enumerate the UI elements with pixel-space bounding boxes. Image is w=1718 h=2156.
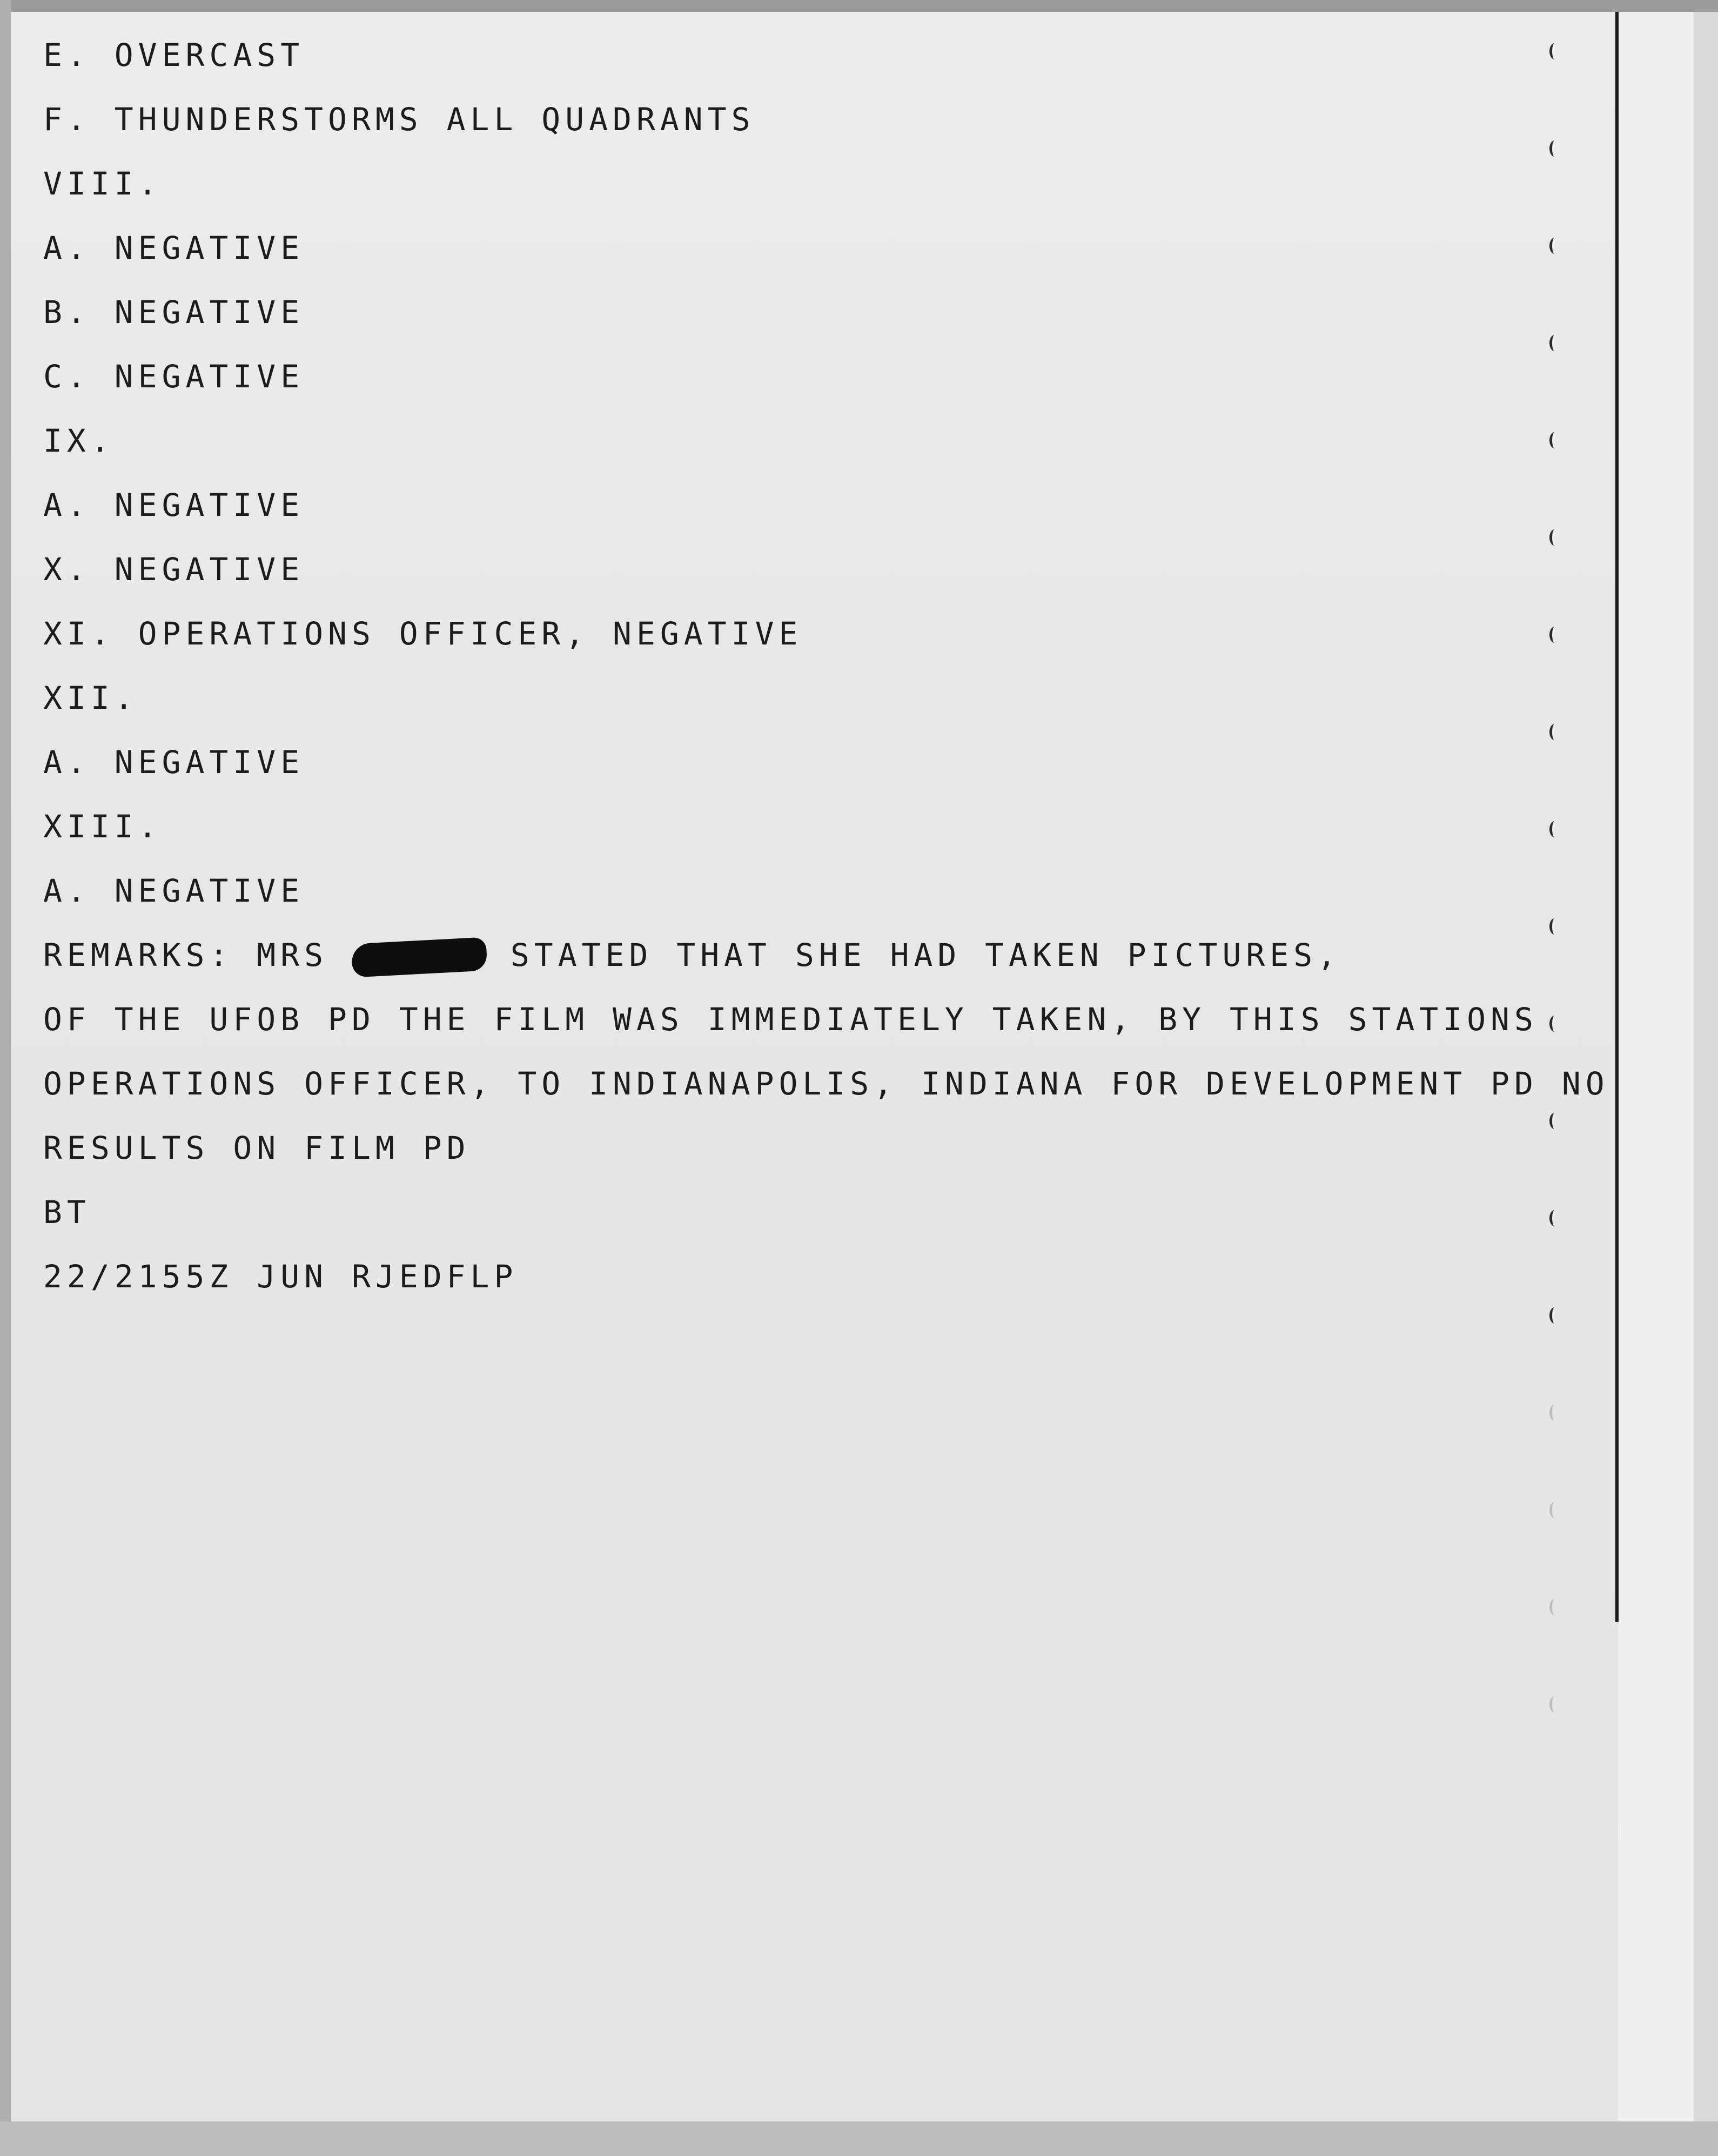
paper-edge-line [1615, 12, 1619, 1622]
remarks-prefix: REMARKS: MRS [43, 937, 352, 973]
feed-hole [1549, 1405, 1560, 1421]
scan-top-edge [0, 0, 1718, 12]
text-line: OPERATIONS OFFICER, TO INDIANAPOLIS, INDIANA FOR DEVELOPMENT PD NO [43, 1065, 1609, 1102]
text-line: A. NEGATIVE [43, 487, 305, 523]
scan-left-edge [0, 0, 11, 2156]
date-time-group: 22/2155Z JUN RJEDFLP [43, 1258, 518, 1295]
remarks-line [43, 933, 1588, 998]
feed-hole [1549, 1696, 1560, 1712]
text-line: XIII. [43, 808, 162, 845]
feed-hole [1549, 1599, 1560, 1615]
text-line: OF THE UFOB PD THE FILM WAS IMMEDIATELY TAKEN, BY THIS STATIONS [43, 1001, 1538, 1038]
text-line: RESULTS ON FILM PD [43, 1130, 471, 1166]
text-line: A. NEGATIVE [43, 744, 305, 781]
redaction-mark [351, 937, 488, 977]
text-line: IX. [43, 422, 115, 459]
text-line: X. NEGATIVE [43, 551, 305, 588]
feed-hole [1549, 1502, 1560, 1518]
text-line: XI. OPERATIONS OFFICER, NEGATIVE [43, 615, 803, 652]
text-line: A. NEGATIVE [43, 230, 305, 266]
text-line: B. NEGATIVE [43, 294, 305, 331]
paper-right-margin [1618, 12, 1694, 2121]
text-line: E. OVERCAST [43, 37, 305, 73]
break-marker: BT [43, 1194, 91, 1231]
text-line: C. NEGATIVE [43, 358, 305, 395]
scan-bottom-edge [0, 2121, 1718, 2156]
text-line: XII. [43, 680, 138, 716]
remarks-suffix: STATED THAT SHE HAD TAKEN PICTURES, [486, 937, 1341, 973]
text-line: F. THUNDERSTORMS ALL QUADRANTS [43, 101, 755, 138]
text-line: A. NEGATIVE [43, 872, 305, 909]
text-line: VIII. [43, 165, 162, 202]
message-body [43, 33, 1609, 1319]
